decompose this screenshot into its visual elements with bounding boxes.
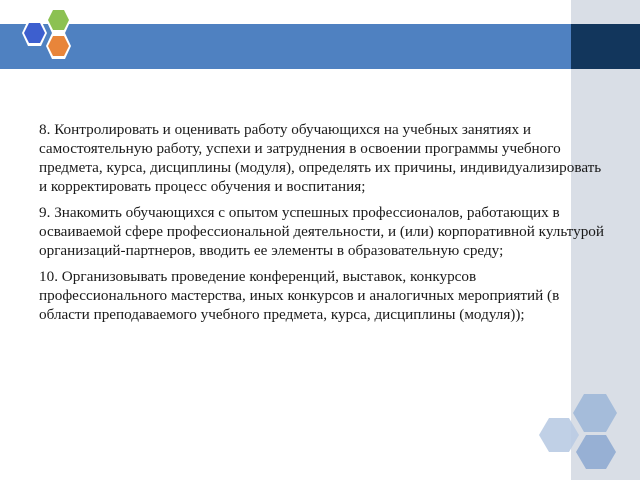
header-accent xyxy=(571,24,640,69)
paragraph-9: 9. Знакомить обучающихся с опытом успешных профессионалов, работающих в осваиваемой сфере профессиональной деятельности, и (или) корпоративной культурой организаций-партнеров, вводить ее элементы в образовательную среду; xyxy=(39,204,605,259)
slide-body xyxy=(39,120,607,331)
corner-hex-bottom xyxy=(576,435,616,469)
corner-hexagons-decoration xyxy=(520,380,640,480)
corner-hex-left xyxy=(539,418,579,452)
paragraph-10: 10. Организовывать проведение конференций, выставок, конкурсов профессионального мастерства, иных конкурсов и аналогичных мероприятий (в области преподаваемого учебного предмета, курса, дисциплины (модуля)); xyxy=(39,268,560,323)
paragraph-8: 8. Контролировать и оценивать работу обучающихся на учебных занятиях и самостоятельную работу, успехи и затруднения в освоении программы учебного предмета, курса, дисциплины (модуля), определять их причины, индивидуализировать и корректировать процесс обучения и воспитания; xyxy=(39,121,602,195)
corner-hex-top xyxy=(573,394,617,432)
hexagon-logo-icon xyxy=(0,0,90,90)
